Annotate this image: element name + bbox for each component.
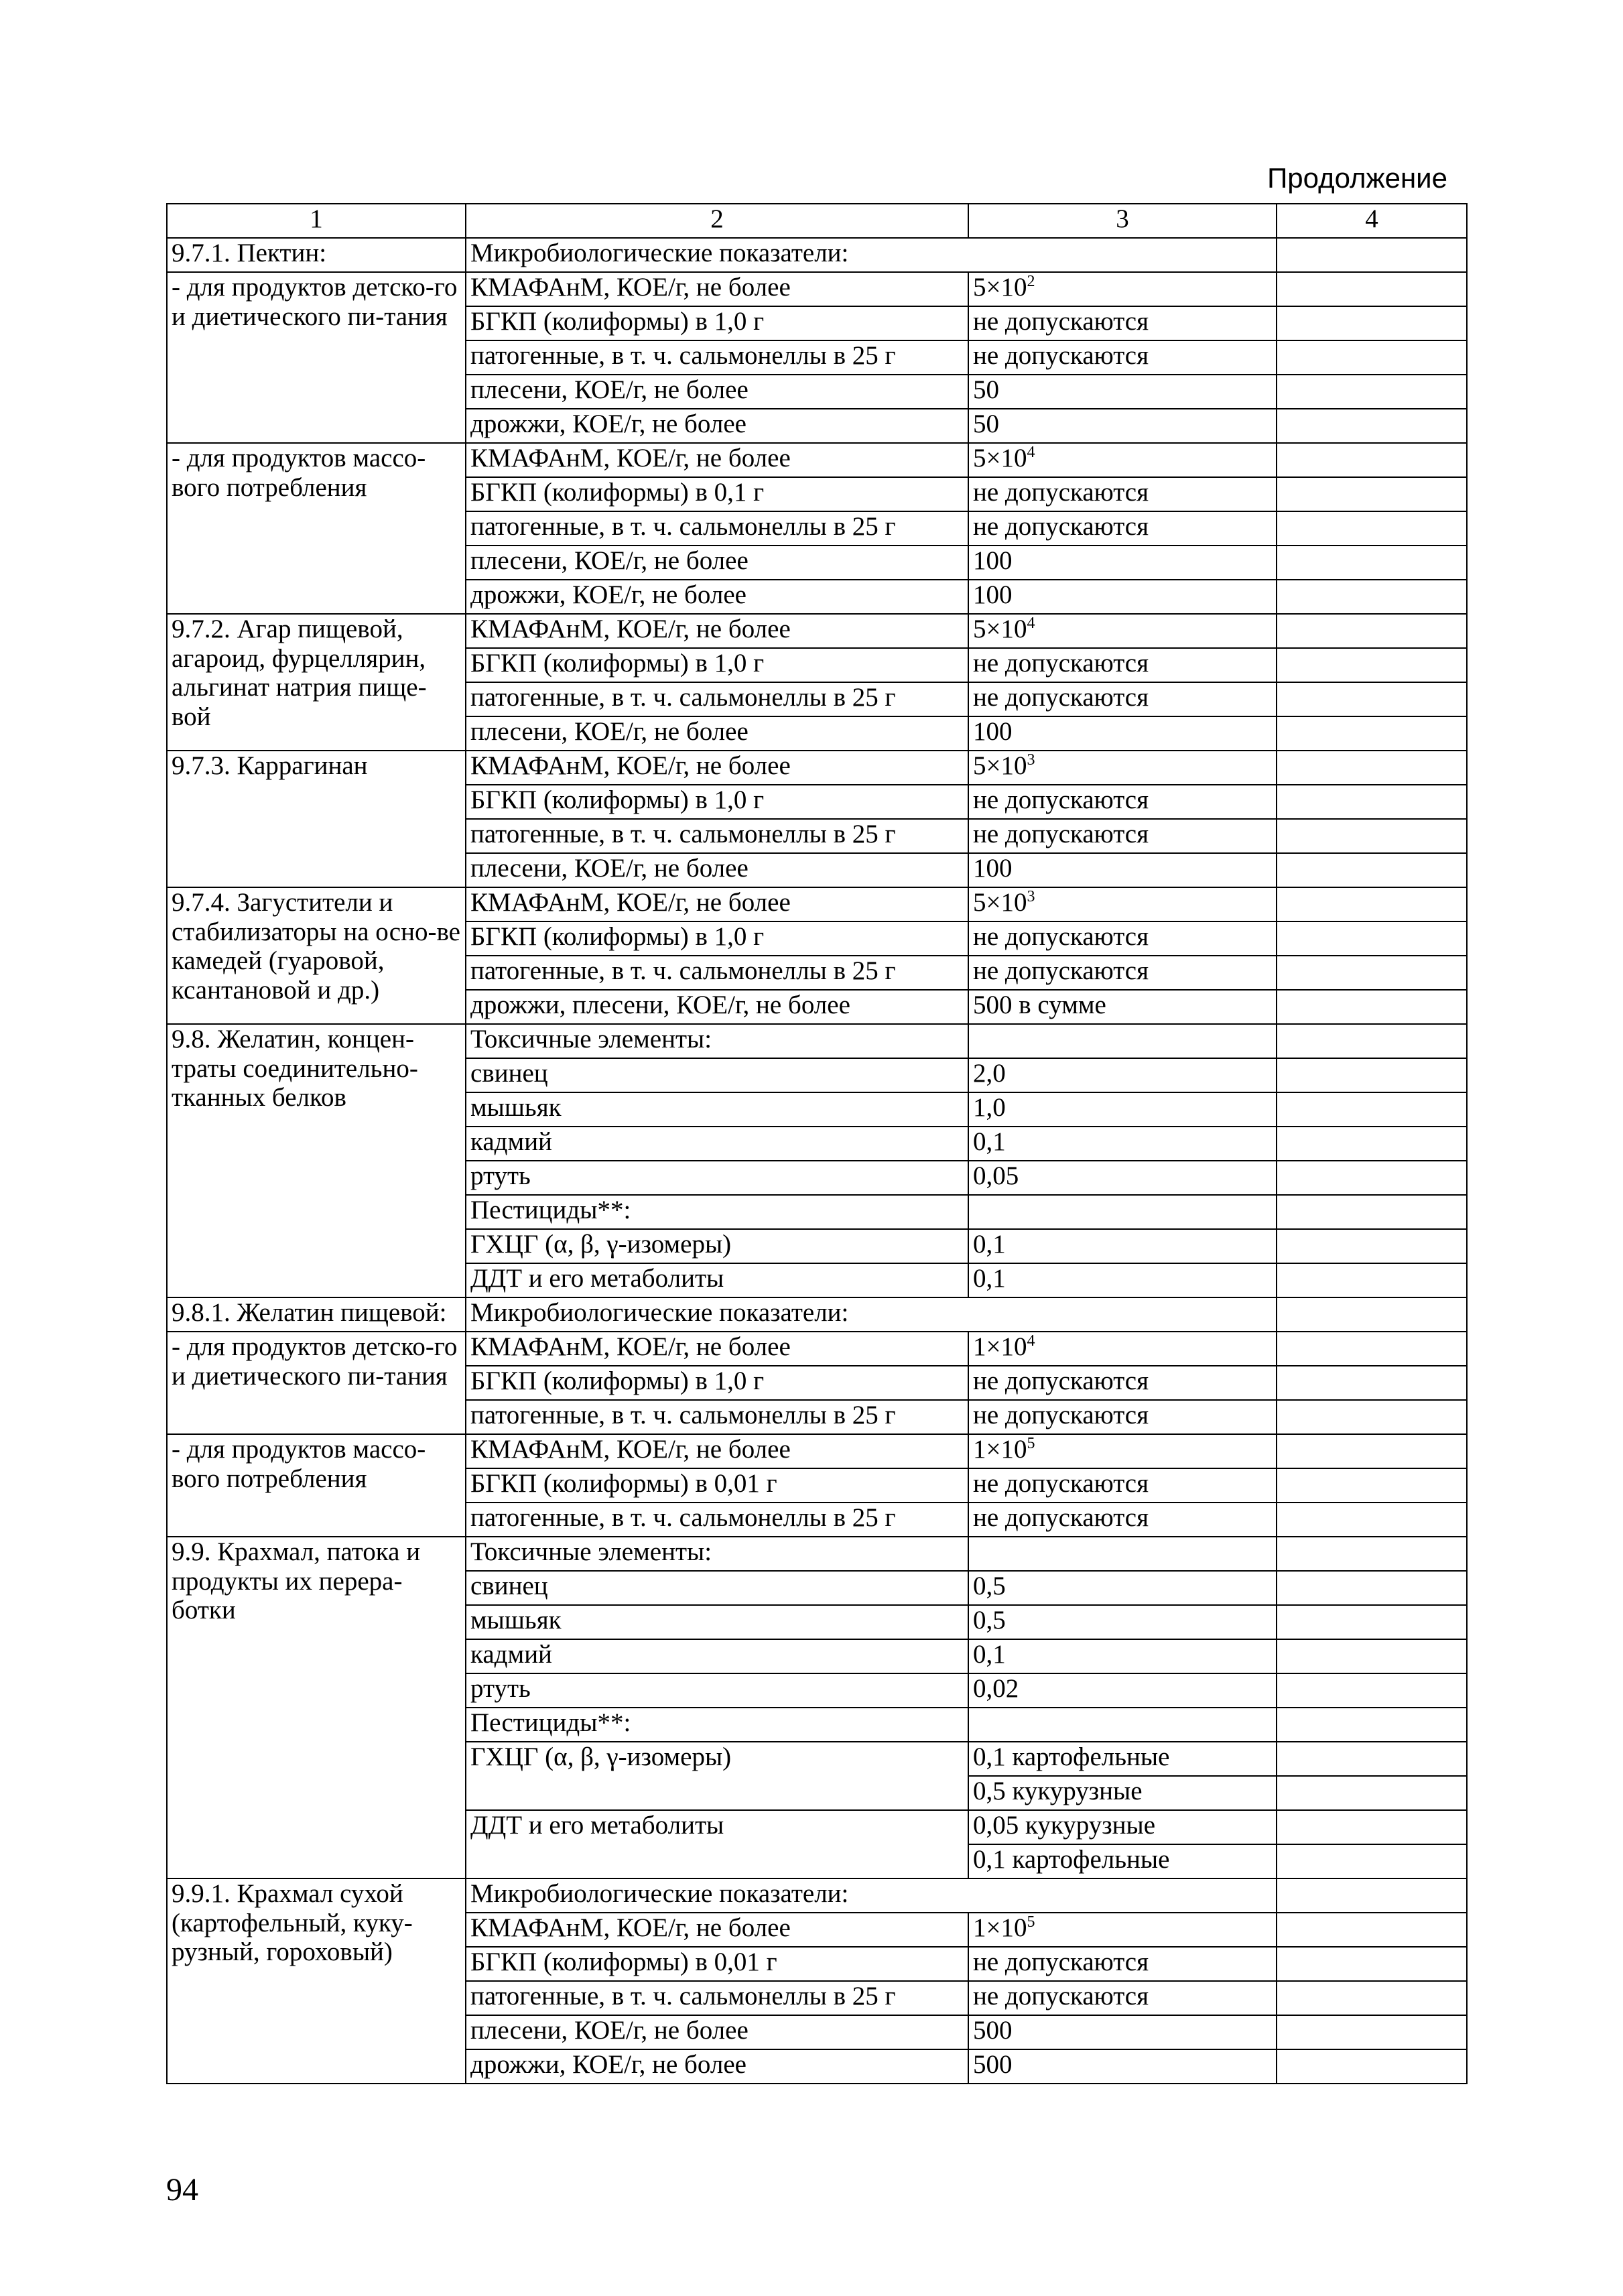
notes-cell [1277, 477, 1467, 511]
indicator-cell: БГКП (колиформы) в 1,0 г [466, 306, 968, 340]
limit-value-cell [968, 716, 1277, 751]
notes-cell [1277, 1708, 1467, 1742]
notes-cell [1277, 614, 1467, 648]
indicator-cell: КМАФАнМ, КОЕ/г, не более [466, 1434, 968, 1468]
requirements-table [166, 203, 1468, 2084]
column-header: 1 [167, 204, 466, 238]
limit-exponent: 4 [1027, 444, 1035, 461]
indicator-cell: Пестициды**: [466, 1708, 968, 1742]
limit-value-cell [968, 375, 1277, 409]
notes-cell [1277, 238, 1467, 272]
table-row [167, 238, 1467, 272]
table-row [167, 1024, 1467, 1058]
indicator-cell: ДДТ и его метаболиты [466, 1810, 968, 1878]
notes-cell [1277, 1742, 1467, 1776]
limit-value-cell [968, 272, 1277, 306]
notes-cell [1277, 648, 1467, 682]
limit-value: не допускаются [973, 1982, 1149, 2011]
indicator-cell: свинец [466, 1058, 968, 1092]
limit-value-cell [968, 682, 1277, 716]
indicator-cell: ГХЦГ (α, β, γ-изомеры) [466, 1742, 968, 1810]
limit-value: 0,1 картофельные [973, 1845, 1170, 1874]
limit-value-cell [968, 921, 1277, 956]
notes-cell [1277, 1537, 1467, 1571]
indicator-cell: БГКП (колиформы) в 0,01 г [466, 1947, 968, 1981]
notes-cell [1277, 751, 1467, 785]
limit-value-cell [968, 1229, 1277, 1263]
limit-value: 50 [973, 409, 999, 438]
limit-value: 5×10 [973, 615, 1027, 643]
product-name-cell: 9.9. Крахмал, патока и продукты их перера-ботки [167, 1537, 466, 1878]
notes-cell [1277, 1400, 1467, 1434]
indicator-cell: дрожжи, плесени, КОЕ/г, не более [466, 990, 968, 1024]
notes-cell [1277, 1810, 1467, 1844]
column-header: 3 [968, 204, 1277, 238]
indicator-cell: плесени, КОЕ/г, не более [466, 2015, 968, 2049]
limit-value: 1×10 [973, 1332, 1027, 1361]
notes-cell [1277, 1058, 1467, 1092]
limit-exponent: 3 [1027, 751, 1035, 769]
limit-value: 100 [973, 546, 1013, 575]
header-row [167, 204, 1467, 238]
notes-cell [1277, 682, 1467, 716]
limit-value-cell [968, 1263, 1277, 1297]
column-header: 4 [1277, 204, 1467, 238]
indicator-cell: патогенные, в т. ч. сальмонеллы в 25 г [466, 511, 968, 546]
indicator-cell: КМАФАнМ, КОЕ/г, не более [466, 272, 968, 306]
notes-cell [1277, 956, 1467, 990]
limit-value: 500 в сумме [973, 991, 1106, 1019]
notes-cell [1277, 1503, 1467, 1537]
indicator-cell: ГХЦГ (α, β, γ-изомеры) [466, 1229, 968, 1263]
indicator-cell: БГКП (колиформы) в 0,01 г [466, 1468, 968, 1503]
limit-value: 100 [973, 580, 1013, 609]
notes-cell [1277, 1947, 1467, 1981]
limit-exponent: 5 [1027, 1913, 1035, 1931]
notes-cell [1277, 1639, 1467, 1673]
indicator-cell: Токсичные элементы: [466, 1024, 968, 1058]
notes-cell [1277, 375, 1467, 409]
notes-cell [1277, 921, 1467, 956]
table-row [167, 1332, 1467, 1366]
limit-value-cell [968, 306, 1277, 340]
notes-cell [1277, 272, 1467, 306]
limit-value: 50 [973, 375, 999, 404]
limit-value: 5×10 [973, 273, 1027, 302]
indicator-cell: БГКП (колиформы) в 1,0 г [466, 921, 968, 956]
table-row [167, 443, 1467, 477]
limit-value: 500 [973, 2016, 1013, 2045]
indicator-cell: БГКП (колиформы) в 1,0 г [466, 648, 968, 682]
limit-value-cell [968, 1605, 1277, 1639]
limit-value-cell [968, 1195, 1277, 1229]
limit-exponent: 4 [1027, 615, 1035, 632]
limit-value: 5×10 [973, 751, 1027, 780]
table-row [167, 1878, 1467, 1913]
notes-cell [1277, 1776, 1467, 1810]
indicator-cell: свинец [466, 1571, 968, 1605]
notes-cell [1277, 1092, 1467, 1127]
product-name-cell: 9.7.2. Агар пищевой, агароид, фурцеллярин, альгинат натрия пище-вой [167, 614, 466, 751]
notes-cell [1277, 1605, 1467, 1639]
limit-value-cell [968, 1776, 1277, 1810]
table-row [167, 1537, 1467, 1571]
limit-value-cell [968, 614, 1277, 648]
indicator-heading-cell: Микробиологические показатели: [466, 238, 1277, 272]
limit-value: 0,1 [973, 1640, 1006, 1669]
notes-cell [1277, 1297, 1467, 1332]
limit-value-cell [968, 1913, 1277, 1947]
indicator-cell: патогенные, в т. ч. сальмонеллы в 25 г [466, 1400, 968, 1434]
notes-cell [1277, 546, 1467, 580]
limit-value-cell [968, 580, 1277, 614]
notes-cell [1277, 1673, 1467, 1708]
indicator-cell: КМАФАнМ, КОЕ/г, не более [466, 1913, 968, 1947]
limit-value-cell [968, 1844, 1277, 1878]
limit-value-cell [968, 1127, 1277, 1161]
indicator-cell: КМАФАнМ, КОЕ/г, не более [466, 887, 968, 921]
table-row [167, 614, 1467, 648]
product-name-cell: 9.7.1. Пектин: [167, 238, 466, 272]
indicator-cell: КМАФАнМ, КОЕ/г, не более [466, 443, 968, 477]
table-body [167, 238, 1467, 2084]
limit-value: 100 [973, 854, 1013, 883]
limit-value-cell [968, 819, 1277, 853]
notes-cell [1277, 306, 1467, 340]
limit-value-cell [968, 648, 1277, 682]
limit-value: 0,05 [973, 1161, 1019, 1190]
limit-value: 0,05 кукурузные [973, 1811, 1156, 1840]
product-name-cell: - для продуктов массо-вого потребления [167, 1434, 466, 1537]
product-name-cell: 9.9.1. Крахмал сухой (картофельный, куку-рузный, гороховый) [167, 1878, 466, 2084]
indicator-cell: патогенные, в т. ч. сальмонеллы в 25 г [466, 819, 968, 853]
indicator-cell: дрожжи, КОЕ/г, не более [466, 409, 968, 443]
notes-cell [1277, 1844, 1467, 1878]
product-name-cell: 9.8.1. Желатин пищевой: [167, 1297, 466, 1332]
indicator-heading-cell: Микробиологические показатели: [466, 1878, 1277, 1913]
product-name-cell: 9.8. Желатин, концен-траты соединительно-тканных белков [167, 1024, 466, 1297]
limit-value: не допускаются [973, 512, 1149, 541]
notes-cell [1277, 1195, 1467, 1229]
limit-value: не допускаются [973, 1366, 1149, 1395]
continuation-label: Продолжение [1267, 162, 1447, 194]
notes-cell [1277, 853, 1467, 887]
notes-cell [1277, 2049, 1467, 2084]
table-row [167, 272, 1467, 306]
notes-cell [1277, 887, 1467, 921]
limit-value-cell [968, 1571, 1277, 1605]
indicator-cell: ртуть [466, 1673, 968, 1708]
limit-exponent: 4 [1027, 1332, 1035, 1350]
limit-value: не допускаются [973, 649, 1149, 678]
indicator-cell: дрожжи, КОЕ/г, не более [466, 2049, 968, 2084]
limit-value: 0,1 [973, 1230, 1006, 1259]
limit-value-cell [968, 1947, 1277, 1981]
indicator-cell: мышьяк [466, 1605, 968, 1639]
limit-value-cell [968, 477, 1277, 511]
limit-value-cell [968, 1981, 1277, 2015]
notes-cell [1277, 1913, 1467, 1947]
indicator-cell: плесени, КОЕ/г, не более [466, 546, 968, 580]
indicator-cell: патогенные, в т. ч. сальмонеллы в 25 г [466, 1503, 968, 1537]
indicator-cell: дрожжи, КОЕ/г, не более [466, 580, 968, 614]
indicator-cell: КМАФАнМ, КОЕ/г, не более [466, 751, 968, 785]
limit-value-cell [968, 1673, 1277, 1708]
indicator-cell: БГКП (колиформы) в 1,0 г [466, 1366, 968, 1400]
limit-value: 1×10 [973, 1435, 1027, 1464]
table-row [167, 1297, 1467, 1332]
limit-value-cell [968, 1400, 1277, 1434]
limit-value-cell [968, 1058, 1277, 1092]
table-row [167, 1434, 1467, 1468]
limit-value: не допускаются [973, 307, 1149, 336]
limit-value-cell [968, 1810, 1277, 1844]
indicator-cell: мышьяк [466, 1092, 968, 1127]
indicator-cell: КМАФАнМ, КОЕ/г, не более [466, 614, 968, 648]
limit-value-cell [968, 956, 1277, 990]
limit-value-cell [968, 990, 1277, 1024]
limit-value: не допускаются [973, 341, 1149, 370]
indicator-cell: патогенные, в т. ч. сальмонеллы в 25 г [466, 956, 968, 990]
notes-cell [1277, 1366, 1467, 1400]
limit-value-cell [968, 1468, 1277, 1503]
limit-value-cell [968, 2049, 1277, 2084]
limit-value: не допускаются [973, 785, 1149, 814]
limit-value-cell [968, 1161, 1277, 1195]
limit-value-cell [968, 1503, 1277, 1537]
product-name-cell: 9.7.3. Каррагинан [167, 751, 466, 887]
limit-value-cell [968, 853, 1277, 887]
notes-cell [1277, 2015, 1467, 2049]
limit-value: 1,0 [973, 1093, 1006, 1122]
column-header: 2 [466, 204, 968, 238]
notes-cell [1277, 1263, 1467, 1297]
table-row [167, 887, 1467, 921]
limit-value-cell [968, 1708, 1277, 1742]
notes-cell [1277, 819, 1467, 853]
limit-value-cell [968, 546, 1277, 580]
limit-value-cell [968, 1742, 1277, 1776]
notes-cell [1277, 785, 1467, 819]
indicator-cell: патогенные, в т. ч. сальмонеллы в 25 г [466, 682, 968, 716]
notes-cell [1277, 716, 1467, 751]
indicator-cell: плесени, КОЕ/г, не более [466, 716, 968, 751]
limit-value: 100 [973, 717, 1013, 746]
limit-value: 0,1 [973, 1264, 1006, 1293]
notes-cell [1277, 443, 1467, 477]
notes-cell [1277, 1571, 1467, 1605]
notes-cell [1277, 580, 1467, 614]
limit-value-cell [968, 785, 1277, 819]
limit-value-cell [968, 1092, 1277, 1127]
product-name-cell: - для продуктов массо-вого потребления [167, 443, 466, 614]
indicator-cell: кадмий [466, 1127, 968, 1161]
product-name-cell: - для продуктов детско-го и диетического пи-тания [167, 1332, 466, 1434]
limit-exponent: 5 [1027, 1435, 1035, 1452]
indicator-cell: плесени, КОЕ/г, не более [466, 853, 968, 887]
limit-value: не допускаются [973, 956, 1149, 985]
limit-value-cell [968, 1332, 1277, 1366]
indicator-cell: патогенные, в т. ч. сальмонеллы в 25 г [466, 1981, 968, 2015]
limit-exponent: 2 [1027, 273, 1035, 290]
notes-cell [1277, 511, 1467, 546]
notes-cell [1277, 340, 1467, 375]
limit-value: 5×10 [973, 444, 1027, 472]
indicator-cell: КМАФАнМ, КОЕ/г, не более [466, 1332, 968, 1366]
limit-value: не допускаются [973, 1948, 1149, 1976]
indicator-cell: Пестициды**: [466, 1195, 968, 1229]
limit-value-cell [968, 1639, 1277, 1673]
limit-value: 0,5 [973, 1606, 1006, 1635]
limit-value: не допускаются [973, 922, 1149, 951]
notes-cell [1277, 1434, 1467, 1468]
notes-cell [1277, 409, 1467, 443]
indicator-cell: ДДТ и его метаболиты [466, 1263, 968, 1297]
product-name-cell: - для продуктов детско-го и диетического пи-тания [167, 272, 466, 443]
indicator-cell: кадмий [466, 1639, 968, 1673]
page-number: 94 [166, 2172, 198, 2208]
indicator-cell: БГКП (колиформы) в 1,0 г [466, 785, 968, 819]
indicator-cell: БГКП (колиформы) в 0,1 г [466, 477, 968, 511]
limit-value-cell [968, 751, 1277, 785]
notes-cell [1277, 1161, 1467, 1195]
notes-cell [1277, 1981, 1467, 2015]
limit-value: 0,5 [973, 1572, 1006, 1600]
limit-value-cell [968, 409, 1277, 443]
limit-value: не допускаются [973, 1401, 1149, 1429]
limit-value-cell [968, 1537, 1277, 1571]
limit-value-cell [968, 887, 1277, 921]
limit-value: 0,5 кукурузные [973, 1777, 1143, 1805]
limit-value-cell [968, 511, 1277, 546]
limit-value: 2,0 [973, 1059, 1006, 1088]
notes-cell [1277, 990, 1467, 1024]
indicator-cell: Токсичные элементы: [466, 1537, 968, 1571]
limit-value: 1×10 [973, 1913, 1027, 1942]
limit-value-cell [968, 1434, 1277, 1468]
limit-value: не допускаются [973, 478, 1149, 507]
limit-value-cell [968, 1024, 1277, 1058]
indicator-cell: ртуть [466, 1161, 968, 1195]
limit-value: 500 [973, 2050, 1013, 2079]
table-row [167, 751, 1467, 785]
indicator-cell: плесени, КОЕ/г, не более [466, 375, 968, 409]
limit-value-cell [968, 1366, 1277, 1400]
notes-cell [1277, 1878, 1467, 1913]
notes-cell [1277, 1332, 1467, 1366]
indicator-cell: патогенные, в т. ч. сальмонеллы в 25 г [466, 340, 968, 375]
limit-value: 0,02 [973, 1674, 1019, 1703]
limit-value-cell [968, 443, 1277, 477]
limit-value: не допускаются [973, 1469, 1149, 1498]
limit-value: 5×10 [973, 888, 1027, 917]
limit-exponent: 3 [1027, 888, 1035, 905]
limit-value: не допускаются [973, 1503, 1149, 1532]
limit-value-cell [968, 340, 1277, 375]
notes-cell [1277, 1468, 1467, 1503]
limit-value-cell [968, 2015, 1277, 2049]
limit-value: 0,1 картофельные [973, 1742, 1170, 1771]
notes-cell [1277, 1229, 1467, 1263]
limit-value: не допускаются [973, 820, 1149, 848]
notes-cell [1277, 1024, 1467, 1058]
product-name-cell: 9.7.4. Загустители и стабилизаторы на осно-ве камедей (гуаровой, ксантановой и др.) [167, 887, 466, 1024]
notes-cell [1277, 1127, 1467, 1161]
limit-value: 0,1 [973, 1127, 1006, 1156]
limit-value: не допускаются [973, 683, 1149, 712]
indicator-heading-cell: Микробиологические показатели: [466, 1297, 1277, 1332]
